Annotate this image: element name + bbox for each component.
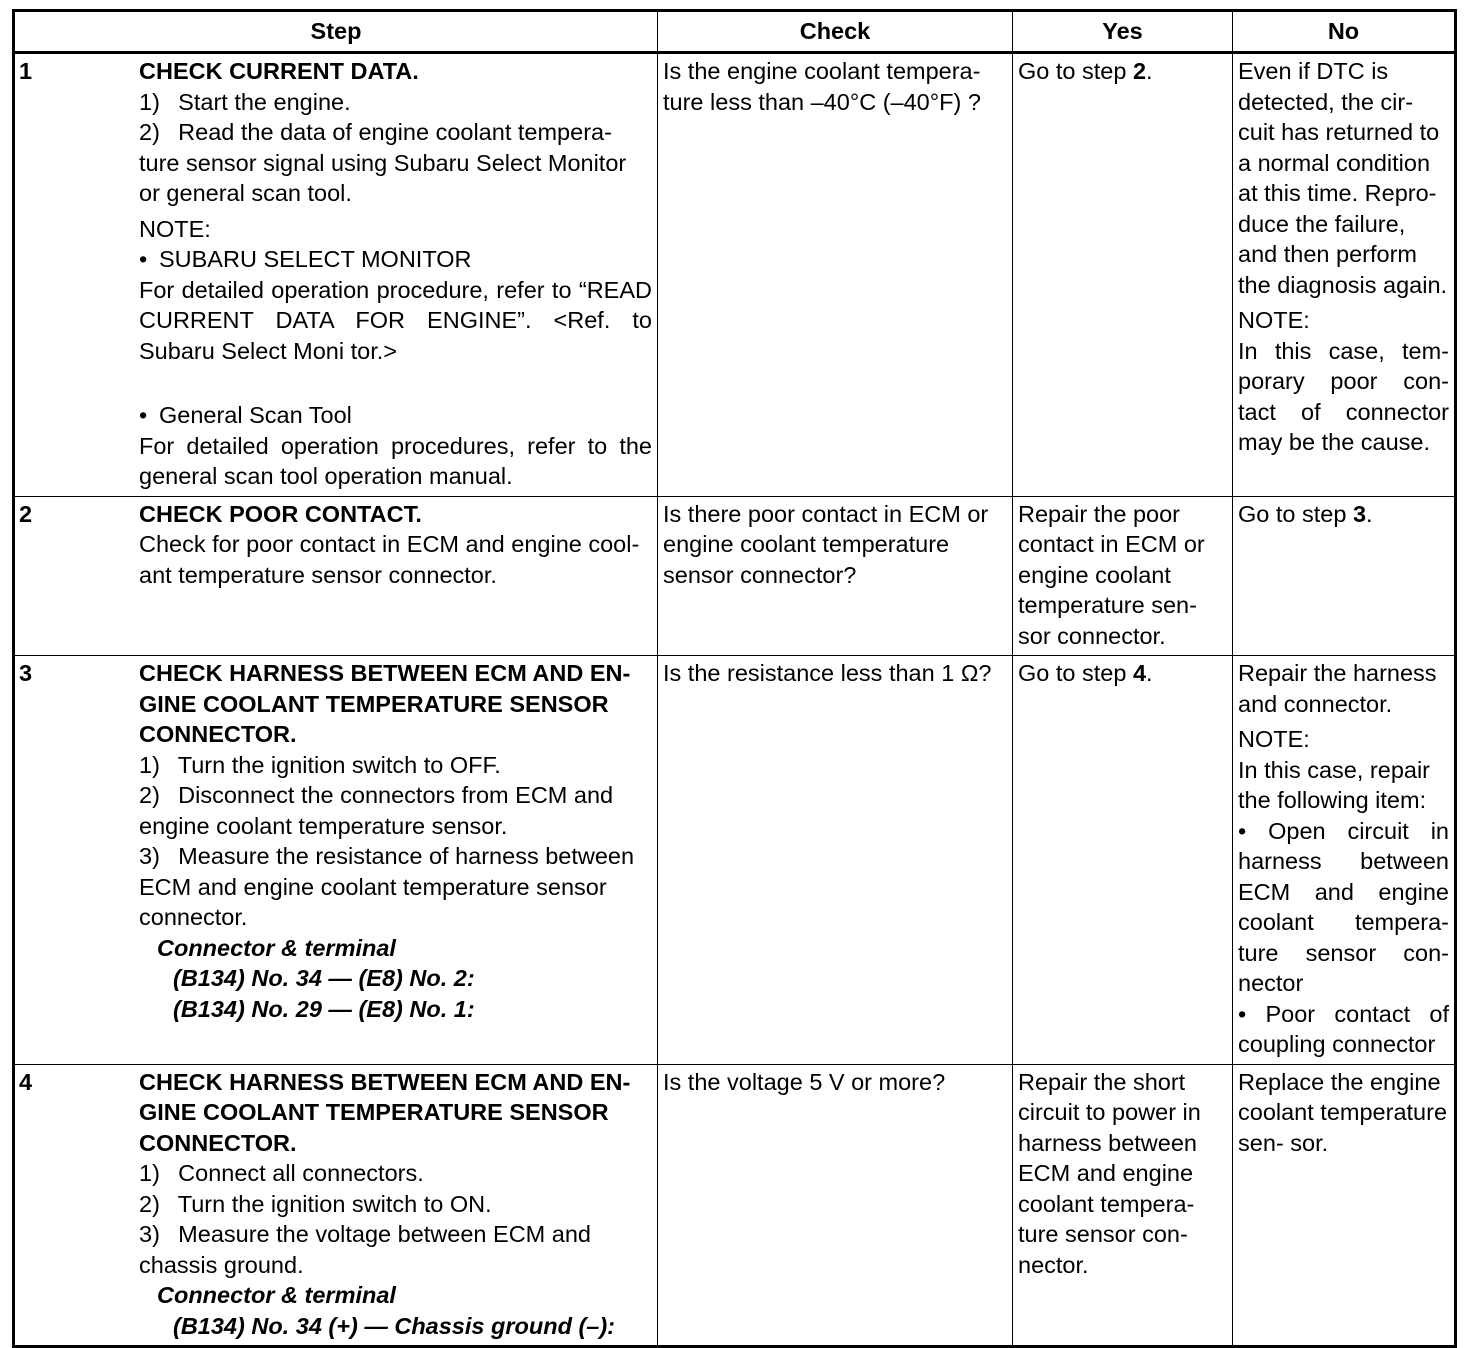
- yes-suffix: .: [1146, 58, 1153, 84]
- step-item: 2) Disconnect the connectors from ECM and engine coolant temperature sensor.: [139, 782, 614, 839]
- no-cell: [1233, 53, 1456, 497]
- table-row: [14, 656, 1456, 1065]
- no-prefix: Go to step: [1238, 500, 1353, 527]
- step-cell: [14, 496, 658, 656]
- step-title: CHECK HARNESS BETWEEN ECM AND EN- GINE COOLANT TEMPERATURE SENSOR CONNECTOR.: [139, 660, 631, 747]
- no-step-ref: 3: [1352, 500, 1367, 527]
- no-note-text: In this case, repair the following item:: [1238, 756, 1431, 813]
- no-cell: [1233, 656, 1456, 1065]
- table-row: [14, 1064, 1456, 1347]
- step-item: 3) Measure the resistance of harness between ECM and engine coolant temperature sensor connector.: [139, 843, 635, 930]
- table-row: [14, 496, 1456, 656]
- header-step: Step: [14, 11, 658, 53]
- step-number: 4: [19, 1068, 33, 1095]
- check-cell: Is there poor contact in ECM or engine coolant temperature sensor connector?: [658, 496, 1013, 656]
- step-title: CHECK POOR CONTACT.: [139, 500, 422, 527]
- step-item: 1) Turn the ignition switch to OFF.: [139, 751, 501, 778]
- table-row: [14, 53, 1456, 497]
- diagnostic-table: [12, 9, 1457, 1348]
- connector-label: Connector & terminal: [157, 1282, 396, 1308]
- step-item: 2) Turn the ignition switch to ON.: [139, 1190, 492, 1217]
- no-cell: Replace the engine coolant temperature sen- sor.: [1233, 1064, 1456, 1347]
- step-title: CHECK HARNESS BETWEEN ECM AND EN- GINE COOLANT TEMPERATURE SENSOR CONNECTOR.: [139, 1068, 631, 1156]
- step-cell: [14, 1064, 658, 1347]
- step-title: CHECK CURRENT DATA.: [139, 58, 419, 84]
- no-suffix: .: [1366, 500, 1373, 527]
- connector-terminal: (B134) No. 34 (+) — Chassis ground (–):: [173, 1312, 616, 1339]
- step-item: or general scan tool.: [139, 180, 352, 206]
- note-bullet: • SUBARU SELECT MONITOR: [139, 246, 472, 272]
- step-cell: [14, 656, 658, 1065]
- connector-label: Connector & terminal: [157, 934, 396, 961]
- no-cell: [1233, 496, 1456, 656]
- check-cell: Is the engine coolant tempera- ture less than –40°C (–40°F) ?: [658, 53, 1013, 497]
- step-item: 1) Start the engine.: [139, 88, 351, 115]
- yes-cell: Repair the poor contact in ECM or engine coolant temperature sen- sor connector.: [1013, 496, 1233, 656]
- step-number: 1: [19, 58, 33, 84]
- header-row: [14, 11, 1456, 53]
- no-text: Repair the harness and connector.: [1238, 660, 1437, 717]
- yes-cell: [1013, 53, 1233, 497]
- step-text: Check for poor contact in ECM and engine cool- ant temperature sensor connector.: [139, 531, 640, 588]
- check-cell: Is the voltage 5 V or more?: [658, 1064, 1013, 1347]
- yes-step-ref: 4: [1132, 660, 1147, 686]
- yes-cell: [1013, 656, 1233, 1065]
- no-text: Even if DTC is detected, the cir- cuit has returned to a normal condition at this time. Repro- duce the failure, and then perform the diagnosis again.: [1238, 58, 1448, 298]
- yes-suffix: .: [1146, 660, 1153, 686]
- note-text: For detailed operation procedures, refer to the general scan tool operation manual.: [139, 432, 652, 489]
- header-yes: Yes: [1013, 11, 1233, 53]
- step-item: 2) Read the data of engine coolant tempera-: [139, 119, 612, 145]
- step-item: 3) Measure the voltage between ECM and chassis ground.: [139, 1221, 591, 1278]
- yes-step-ref: 2: [1132, 58, 1147, 84]
- connector-terminal: (B134) No. 29 — (E8) No. 1:: [173, 995, 475, 1022]
- no-note-text: In this case, tem- porary poor con- tact of connector may be the cause.: [1238, 337, 1449, 455]
- yes-cell: Repair the short circuit to power in harness between ECM and engine coolant tempera- ture sensor con- nector.: [1013, 1064, 1233, 1347]
- yes-prefix: Go to step: [1018, 660, 1133, 686]
- header-no: No: [1233, 11, 1456, 53]
- no-note-label: NOTE:: [1238, 307, 1310, 333]
- no-note-label: NOTE:: [1238, 726, 1310, 752]
- step-item: ture sensor signal using Subaru Select Monitor: [139, 149, 627, 176]
- check-cell: Is the resistance less than 1 Ω?: [658, 656, 1013, 1065]
- note-label: NOTE:: [139, 215, 211, 242]
- note-text: For detailed operation procedure, refer to “READ CURRENT DATA FOR ENGINE”. <Ref. to Subaru Select Moni tor.>: [139, 276, 652, 364]
- yes-prefix: Go to step: [1018, 58, 1133, 84]
- step-number: 2: [19, 500, 33, 527]
- step-cell: [14, 53, 658, 497]
- no-bullet: • Poor contact of coupling connector: [1238, 1000, 1449, 1057]
- connector-terminal: (B134) No. 34 — (E8) No. 2:: [173, 965, 475, 991]
- header-check: Check: [658, 11, 1013, 53]
- step-number: 3: [19, 660, 33, 686]
- no-bullet: • Open circuit in harness between ECM and engine coolant tempera- ture sensor con- nector: [1238, 817, 1449, 996]
- note-bullet: • General Scan Tool: [139, 402, 352, 428]
- step-item: 1) Connect all connectors.: [139, 1160, 424, 1186]
